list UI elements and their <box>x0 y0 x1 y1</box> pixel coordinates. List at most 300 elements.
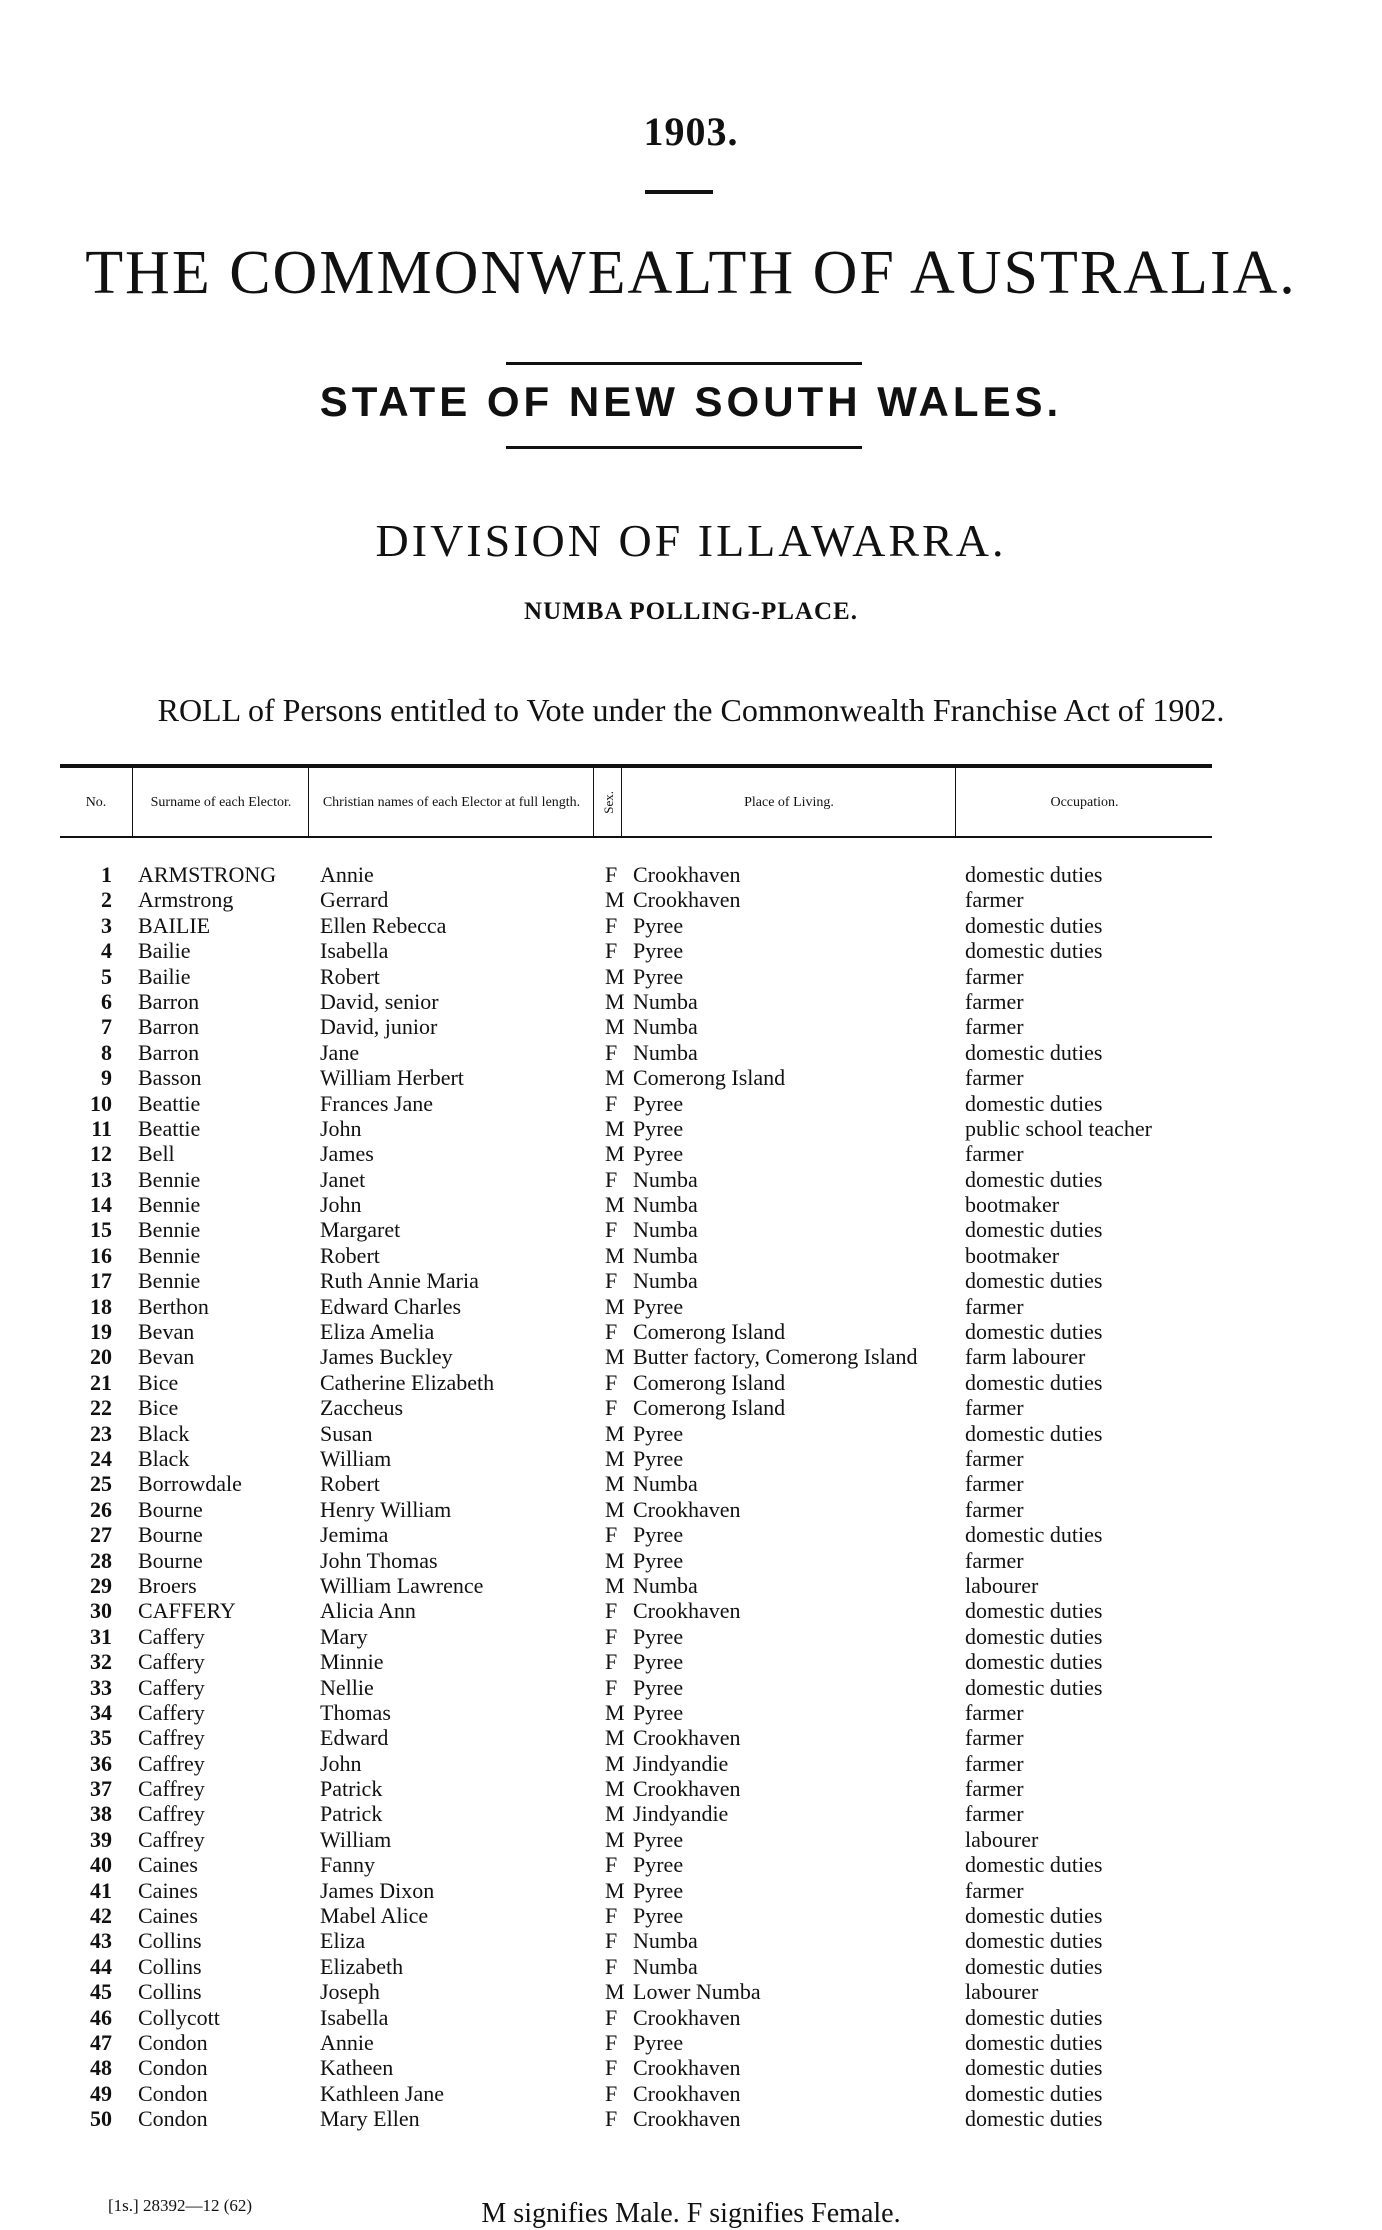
entry-place: Crookhaven <box>633 1496 741 1522</box>
entry-place: Numba <box>633 1268 698 1294</box>
entry-sex: F <box>605 1953 618 1979</box>
entry-place: Pyree <box>633 1877 684 1903</box>
table-row <box>60 1471 1260 1496</box>
entry-christian-names: Isabella <box>320 938 389 964</box>
entry-sex: F <box>605 1369 618 1395</box>
entry-number: 6 <box>101 988 112 1014</box>
entry-number: 41 <box>90 1877 112 1903</box>
entry-place: Pyree <box>633 1547 684 1573</box>
polling-place-heading: NUMBA POLLING-PLACE. <box>524 598 858 625</box>
entry-sex: F <box>605 862 618 887</box>
entry-surname: Caines <box>138 1903 198 1929</box>
table-row <box>60 1776 1260 1801</box>
entry-sex: M <box>605 1725 625 1751</box>
entry-surname: Bourne <box>138 1522 203 1548</box>
table-row <box>60 1268 1260 1293</box>
entry-occupation: farmer <box>965 1293 1024 1319</box>
entry-surname: Bailie <box>138 963 191 989</box>
entry-surname: Caffrey <box>138 1826 205 1852</box>
entry-occupation: farmer <box>965 1496 1024 1522</box>
entry-sex: M <box>605 1420 625 1446</box>
entry-place: Numba <box>633 988 698 1014</box>
entry-christian-names: Patrick <box>320 1776 383 1802</box>
entry-place: Pyree <box>633 1115 684 1141</box>
table-row <box>60 1116 1260 1141</box>
table-row <box>60 2081 1260 2106</box>
entry-number: 19 <box>90 1319 112 1345</box>
entry-occupation: domestic duties <box>965 2055 1103 2081</box>
entry-sex: M <box>605 1065 625 1091</box>
entry-place: Crookhaven <box>633 2080 741 2106</box>
entry-number: 3 <box>101 912 112 938</box>
entry-christian-names: Kathleen Jane <box>320 2080 444 2106</box>
entry-sex: F <box>605 1217 618 1243</box>
entry-christian-names: Edward Charles <box>320 1293 462 1319</box>
entry-sex: M <box>605 1445 625 1471</box>
entry-number: 33 <box>90 1674 112 1700</box>
table-row <box>60 2030 1260 2055</box>
entry-place: Pyree <box>633 1903 684 1929</box>
entry-christian-names: Catherine Elizabeth <box>320 1369 495 1395</box>
entry-number: 39 <box>90 1826 112 1852</box>
entry-sex: F <box>605 1623 618 1649</box>
entry-occupation: farmer <box>965 1395 1024 1421</box>
entry-place: Pyree <box>633 1293 684 1319</box>
table-row <box>60 1624 1260 1649</box>
entry-surname: Caffrey <box>138 1725 205 1751</box>
entry-surname: Bourne <box>138 1496 203 1522</box>
entry-place: Pyree <box>633 1826 684 1852</box>
entry-number: 18 <box>90 1293 112 1319</box>
entry-sex: F <box>605 1166 618 1192</box>
entry-number: 7 <box>101 1014 112 1040</box>
entry-sex: F <box>605 2080 618 2106</box>
entry-christian-names: Edward <box>320 1725 389 1751</box>
entry-number: 25 <box>90 1471 112 1497</box>
entry-occupation: farmer <box>965 887 1024 913</box>
entry-occupation: farmer <box>965 1471 1024 1497</box>
entry-surname: Bice <box>138 1395 179 1421</box>
entry-number: 30 <box>90 1598 112 1624</box>
entry-number: 15 <box>90 1217 112 1243</box>
entry-occupation: domestic duties <box>965 1319 1103 1345</box>
entry-christian-names: Robert <box>320 1471 380 1497</box>
entry-surname: Beattie <box>138 1090 201 1116</box>
entry-occupation: domestic duties <box>965 1953 1103 1979</box>
entry-occupation: farmer <box>965 988 1024 1014</box>
table-row <box>60 2055 1260 2080</box>
entry-sex: F <box>605 1090 618 1116</box>
table-row <box>60 1954 1260 1979</box>
entry-place: Crookhaven <box>633 862 741 887</box>
entry-number: 42 <box>90 1903 112 1929</box>
entry-number: 2 <box>101 887 112 913</box>
entry-christian-names: Annie <box>320 862 374 887</box>
table-row <box>60 1903 1260 1928</box>
entry-christian-names: Minnie <box>320 1649 384 1675</box>
table-row <box>60 1014 1260 1039</box>
entry-sex: M <box>605 1699 625 1725</box>
entry-sex: F <box>605 1649 618 1675</box>
entry-number: 9 <box>101 1065 112 1091</box>
entry-number: 5 <box>101 963 112 989</box>
entry-occupation: farmer <box>965 1877 1024 1903</box>
entry-christian-names: Henry William <box>320 1496 452 1522</box>
entry-sex: M <box>605 1826 625 1852</box>
entry-occupation: domestic duties <box>965 1420 1103 1446</box>
entry-christian-names: John <box>320 1750 362 1776</box>
table-row <box>60 1878 1260 1903</box>
entry-sex: M <box>605 988 625 1014</box>
entry-place: Pyree <box>633 1420 684 1446</box>
entry-sex: F <box>605 1598 618 1624</box>
entry-surname: Collins <box>138 1953 202 1979</box>
entry-number: 44 <box>90 1953 112 1979</box>
table-row <box>60 1852 1260 1877</box>
entry-number: 35 <box>90 1725 112 1751</box>
entry-sex: M <box>605 1115 625 1141</box>
entry-surname: Bice <box>138 1369 179 1395</box>
entry-place: Numba <box>633 1166 698 1192</box>
table-row <box>60 1421 1260 1446</box>
entry-occupation: domestic duties <box>965 1217 1103 1243</box>
entry-sex: F <box>605 2004 618 2030</box>
entry-number: 21 <box>90 1369 112 1395</box>
entry-surname: Basson <box>138 1065 202 1091</box>
entry-occupation: domestic duties <box>965 912 1103 938</box>
division-heading: DIVISION OF ILLAWARRA. <box>375 515 1007 566</box>
entry-christian-names: Mabel Alice <box>320 1903 429 1929</box>
entry-number: 47 <box>90 2029 112 2055</box>
entry-place: Crookhaven <box>633 2106 741 2132</box>
entry-surname: Caffrey <box>138 1801 205 1827</box>
entry-sex: M <box>605 1141 625 1167</box>
entry-place: Numba <box>633 1471 698 1497</box>
table-row <box>60 1344 1260 1369</box>
entry-occupation: domestic duties <box>965 938 1103 964</box>
sex-footnote: M signifies Male. F signifies Female. <box>481 2198 901 2229</box>
entry-place: Comerong Island <box>633 1065 786 1091</box>
entry-place: Pyree <box>633 1623 684 1649</box>
entry-surname: Bailie <box>138 938 191 964</box>
entry-sex: F <box>605 2106 618 2132</box>
entry-occupation: farmer <box>965 1141 1024 1167</box>
entry-surname: Barron <box>138 1039 200 1065</box>
entry-place: Pyree <box>633 1141 684 1167</box>
entry-christian-names: William Herbert <box>320 1065 464 1091</box>
entry-surname: Black <box>138 1420 190 1446</box>
entry-sex: M <box>605 1547 625 1573</box>
entry-occupation: domestic duties <box>965 1039 1103 1065</box>
entry-number: 28 <box>90 1547 112 1573</box>
entry-christian-names: Janet <box>320 1166 366 1192</box>
entry-number: 46 <box>90 2004 112 2030</box>
table-row <box>60 1725 1260 1750</box>
entry-christian-names: James Dixon <box>320 1877 435 1903</box>
entry-christian-names: Jemima <box>320 1522 389 1548</box>
entry-occupation: domestic duties <box>965 2080 1103 2106</box>
entry-christian-names: James Buckley <box>320 1344 453 1370</box>
entry-christian-names: David, senior <box>320 988 439 1014</box>
entry-christian-names: Ruth Annie Maria <box>320 1268 479 1294</box>
entry-surname: Caffery <box>138 1674 205 1700</box>
table-row <box>60 1065 1260 1090</box>
entry-place: Jindyandie <box>633 1750 729 1776</box>
entry-surname: Bourne <box>138 1547 203 1573</box>
entry-surname: CAFFERY <box>138 1598 236 1624</box>
table-row <box>60 887 1260 912</box>
table-row <box>60 1598 1260 1623</box>
table-row <box>60 1370 1260 1395</box>
entry-christian-names: John <box>320 1192 362 1218</box>
entry-place: Pyree <box>633 1699 684 1725</box>
entry-christian-names: John <box>320 1115 362 1141</box>
table-row <box>60 1192 1260 1217</box>
table-row <box>60 1091 1260 1116</box>
table-row <box>60 1700 1260 1725</box>
entry-sex: F <box>605 1395 618 1421</box>
entry-occupation: farm labourer <box>965 1344 1086 1370</box>
col-surname: Surname of each Elector. <box>132 768 309 836</box>
entry-christian-names: Mary Ellen <box>320 2106 420 2132</box>
print-code: [1s.] 28392—12 (62) <box>108 2196 253 2215</box>
entry-place: Crookhaven <box>633 2055 741 2081</box>
table-row <box>60 1395 1260 1420</box>
col-no: No. <box>85 794 107 810</box>
entry-surname: Condon <box>138 2029 208 2055</box>
entry-occupation: domestic duties <box>965 1166 1103 1192</box>
entry-occupation: domestic duties <box>965 1268 1103 1294</box>
entry-occupation: domestic duties <box>965 1090 1103 1116</box>
table-row <box>60 938 1260 963</box>
table-row <box>60 1217 1260 1242</box>
entry-christian-names: Katheen <box>320 2055 394 2081</box>
entry-number: 24 <box>90 1445 112 1471</box>
table-row <box>60 1801 1260 1826</box>
entry-sex: F <box>605 1674 618 1700</box>
entry-occupation: domestic duties <box>965 1649 1103 1675</box>
entry-surname: Barron <box>138 988 200 1014</box>
entry-sex: F <box>605 2029 618 2055</box>
table-row <box>60 1141 1260 1166</box>
entry-number: 1 <box>101 862 112 887</box>
entry-number: 23 <box>90 1420 112 1446</box>
entry-occupation: domestic duties <box>965 1623 1103 1649</box>
entry-surname: Bennie <box>138 1242 201 1268</box>
entry-sex: F <box>605 1268 618 1294</box>
entry-number: 27 <box>90 1522 112 1548</box>
entry-place: Pyree <box>633 963 684 989</box>
entry-sex: M <box>605 1344 625 1370</box>
entry-number: 22 <box>90 1395 112 1421</box>
entry-occupation: bootmaker <box>965 1242 1060 1268</box>
entry-christian-names: William <box>320 1445 392 1471</box>
entry-place: Pyree <box>633 1522 684 1548</box>
entry-sex: M <box>605 1192 625 1218</box>
entry-surname: Caffrey <box>138 1776 205 1802</box>
entry-sex: F <box>605 1522 618 1548</box>
entry-occupation: domestic duties <box>965 1522 1103 1548</box>
entry-christian-names: David, junior <box>320 1014 438 1040</box>
entry-place: Pyree <box>633 1674 684 1700</box>
entry-occupation: farmer <box>965 1725 1024 1751</box>
entry-occupation: farmer <box>965 1801 1024 1827</box>
entry-place: Numba <box>633 1192 698 1218</box>
table-row <box>60 1751 1260 1776</box>
entry-christian-names: Robert <box>320 963 380 989</box>
entry-place: Crookhaven <box>633 2004 741 2030</box>
entry-sex: M <box>605 963 625 989</box>
entry-sex: M <box>605 1014 625 1040</box>
entry-sex: F <box>605 1039 618 1065</box>
entry-occupation: domestic duties <box>965 2004 1103 2030</box>
roll-title: ROLL of Persons entitled to Vote under the Commonwealth Franchise Act of 1902. <box>157 692 1225 728</box>
state-heading: STATE OF NEW SOUTH WALES. <box>319 378 1063 425</box>
entry-surname: Broers <box>138 1572 197 1598</box>
entry-place: Pyree <box>633 1649 684 1675</box>
table-row <box>60 1167 1260 1192</box>
entry-place: Pyree <box>633 1445 684 1471</box>
table-row <box>60 964 1260 989</box>
entry-sex: M <box>605 1496 625 1522</box>
table-row <box>60 1522 1260 1547</box>
entry-christian-names: Gerrard <box>320 887 389 913</box>
entry-christian-names: Robert <box>320 1242 380 1268</box>
entry-occupation: domestic duties <box>965 1928 1103 1954</box>
entry-place: Crookhaven <box>633 1776 741 1802</box>
entry-surname: Bevan <box>138 1319 195 1345</box>
table-row <box>60 1040 1260 1065</box>
entry-number: 13 <box>90 1166 112 1192</box>
entry-surname: Condon <box>138 2106 208 2132</box>
entry-christian-names: Fanny <box>320 1852 375 1878</box>
commonwealth-heading: THE COMMONWEALTH OF AUSTRALIA. <box>85 239 1297 307</box>
entry-place: Pyree <box>633 2029 684 2055</box>
entry-sex: F <box>605 2055 618 2081</box>
entry-surname: Condon <box>138 2055 208 2081</box>
entry-place: Numba <box>633 1217 698 1243</box>
entry-place: Pyree <box>633 938 684 964</box>
table-row <box>60 1979 1260 2004</box>
entry-place: Pyree <box>633 1852 684 1878</box>
entry-place: Pyree <box>633 1090 684 1116</box>
entry-surname: Collycott <box>138 2004 220 2030</box>
entry-occupation: domestic duties <box>965 1903 1103 1929</box>
entry-surname: Bennie <box>138 1268 201 1294</box>
entry-sex: M <box>605 1979 625 2005</box>
table-row <box>60 862 1260 887</box>
entry-occupation: labourer <box>965 1572 1039 1598</box>
entry-place: Crookhaven <box>633 1725 741 1751</box>
entry-sex: M <box>605 1750 625 1776</box>
entry-sex: F <box>605 1852 618 1878</box>
entry-christian-names: Susan <box>320 1420 373 1446</box>
entry-surname: Bennie <box>138 1166 201 1192</box>
entry-number: 29 <box>90 1572 112 1598</box>
entry-number: 43 <box>90 1928 112 1954</box>
entry-number: 10 <box>90 1090 112 1116</box>
entry-surname: Beattie <box>138 1115 201 1141</box>
entry-christian-names: Nellie <box>320 1674 374 1700</box>
table-row <box>60 2106 1260 2131</box>
entry-place: Numba <box>633 1953 698 1979</box>
entry-christian-names: John Thomas <box>320 1547 438 1573</box>
entry-occupation: farmer <box>965 1065 1024 1091</box>
entry-occupation: bootmaker <box>965 1192 1060 1218</box>
entry-surname: Bennie <box>138 1217 201 1243</box>
entry-surname: Black <box>138 1445 190 1471</box>
entry-sex: M <box>605 1801 625 1827</box>
roll-table-header <box>60 764 1212 838</box>
entry-sex: M <box>605 1293 625 1319</box>
divider-bottom <box>506 446 862 449</box>
entry-surname: Caffery <box>138 1623 205 1649</box>
entry-christian-names: Isabella <box>320 2004 389 2030</box>
entry-christian-names: Alicia Ann <box>320 1598 416 1624</box>
entry-surname: Barron <box>138 1014 200 1040</box>
col-sex <box>593 768 622 836</box>
entry-christian-names: Patrick <box>320 1801 383 1827</box>
entry-christian-names: Eliza <box>320 1928 366 1954</box>
entry-surname: Borrowdale <box>138 1471 242 1497</box>
entry-number: 40 <box>90 1852 112 1878</box>
table-row <box>60 1294 1260 1319</box>
roll-entries <box>60 862 1260 2132</box>
col-christian: Christian names of each Elector at full length. <box>308 768 594 836</box>
entry-place: Lower Numba <box>633 1979 761 2005</box>
entry-number: 14 <box>90 1192 112 1218</box>
divider-top <box>506 362 862 365</box>
entry-surname: ARMSTRONG <box>138 862 277 887</box>
table-row <box>60 989 1260 1014</box>
entry-number: 34 <box>90 1699 112 1725</box>
entry-occupation: farmer <box>965 1776 1024 1802</box>
entry-christian-names: Margaret <box>320 1217 401 1243</box>
entry-place: Butter factory, Comerong Island <box>633 1344 918 1370</box>
entry-surname: Bell <box>138 1141 175 1167</box>
entry-place: Comerong Island <box>633 1395 786 1421</box>
table-row <box>60 1928 1260 1953</box>
entry-occupation: farmer <box>965 1699 1024 1725</box>
entry-occupation: domestic duties <box>965 2029 1103 2055</box>
table-row <box>60 1827 1260 1852</box>
entry-place: Numba <box>633 1039 698 1065</box>
entry-occupation: labourer <box>965 1979 1039 2005</box>
entry-christian-names: Ellen Rebecca <box>320 912 447 938</box>
entry-number: 36 <box>90 1750 112 1776</box>
entry-occupation: domestic duties <box>965 1852 1103 1878</box>
entry-sex: M <box>605 1572 625 1598</box>
entry-occupation: farmer <box>965 1445 1024 1471</box>
entry-sex: M <box>605 887 625 913</box>
entry-place: Numba <box>633 1014 698 1040</box>
table-row <box>60 1573 1260 1598</box>
entry-surname: Caffery <box>138 1699 205 1725</box>
entry-number: 26 <box>90 1496 112 1522</box>
entry-number: 32 <box>90 1649 112 1675</box>
entry-christian-names: William <box>320 1826 392 1852</box>
entry-place: Numba <box>633 1242 698 1268</box>
entry-surname: Bennie <box>138 1192 201 1218</box>
entry-number: 12 <box>90 1141 112 1167</box>
entry-christian-names: Eliza Amelia <box>320 1319 435 1345</box>
col-sex-label: Sex. <box>600 790 616 814</box>
entry-sex: F <box>605 1903 618 1929</box>
entry-occupation: farmer <box>965 963 1024 989</box>
entry-surname: Caines <box>138 1877 198 1903</box>
entry-christian-names: Annie <box>320 2029 374 2055</box>
entry-sex: M <box>605 1242 625 1268</box>
